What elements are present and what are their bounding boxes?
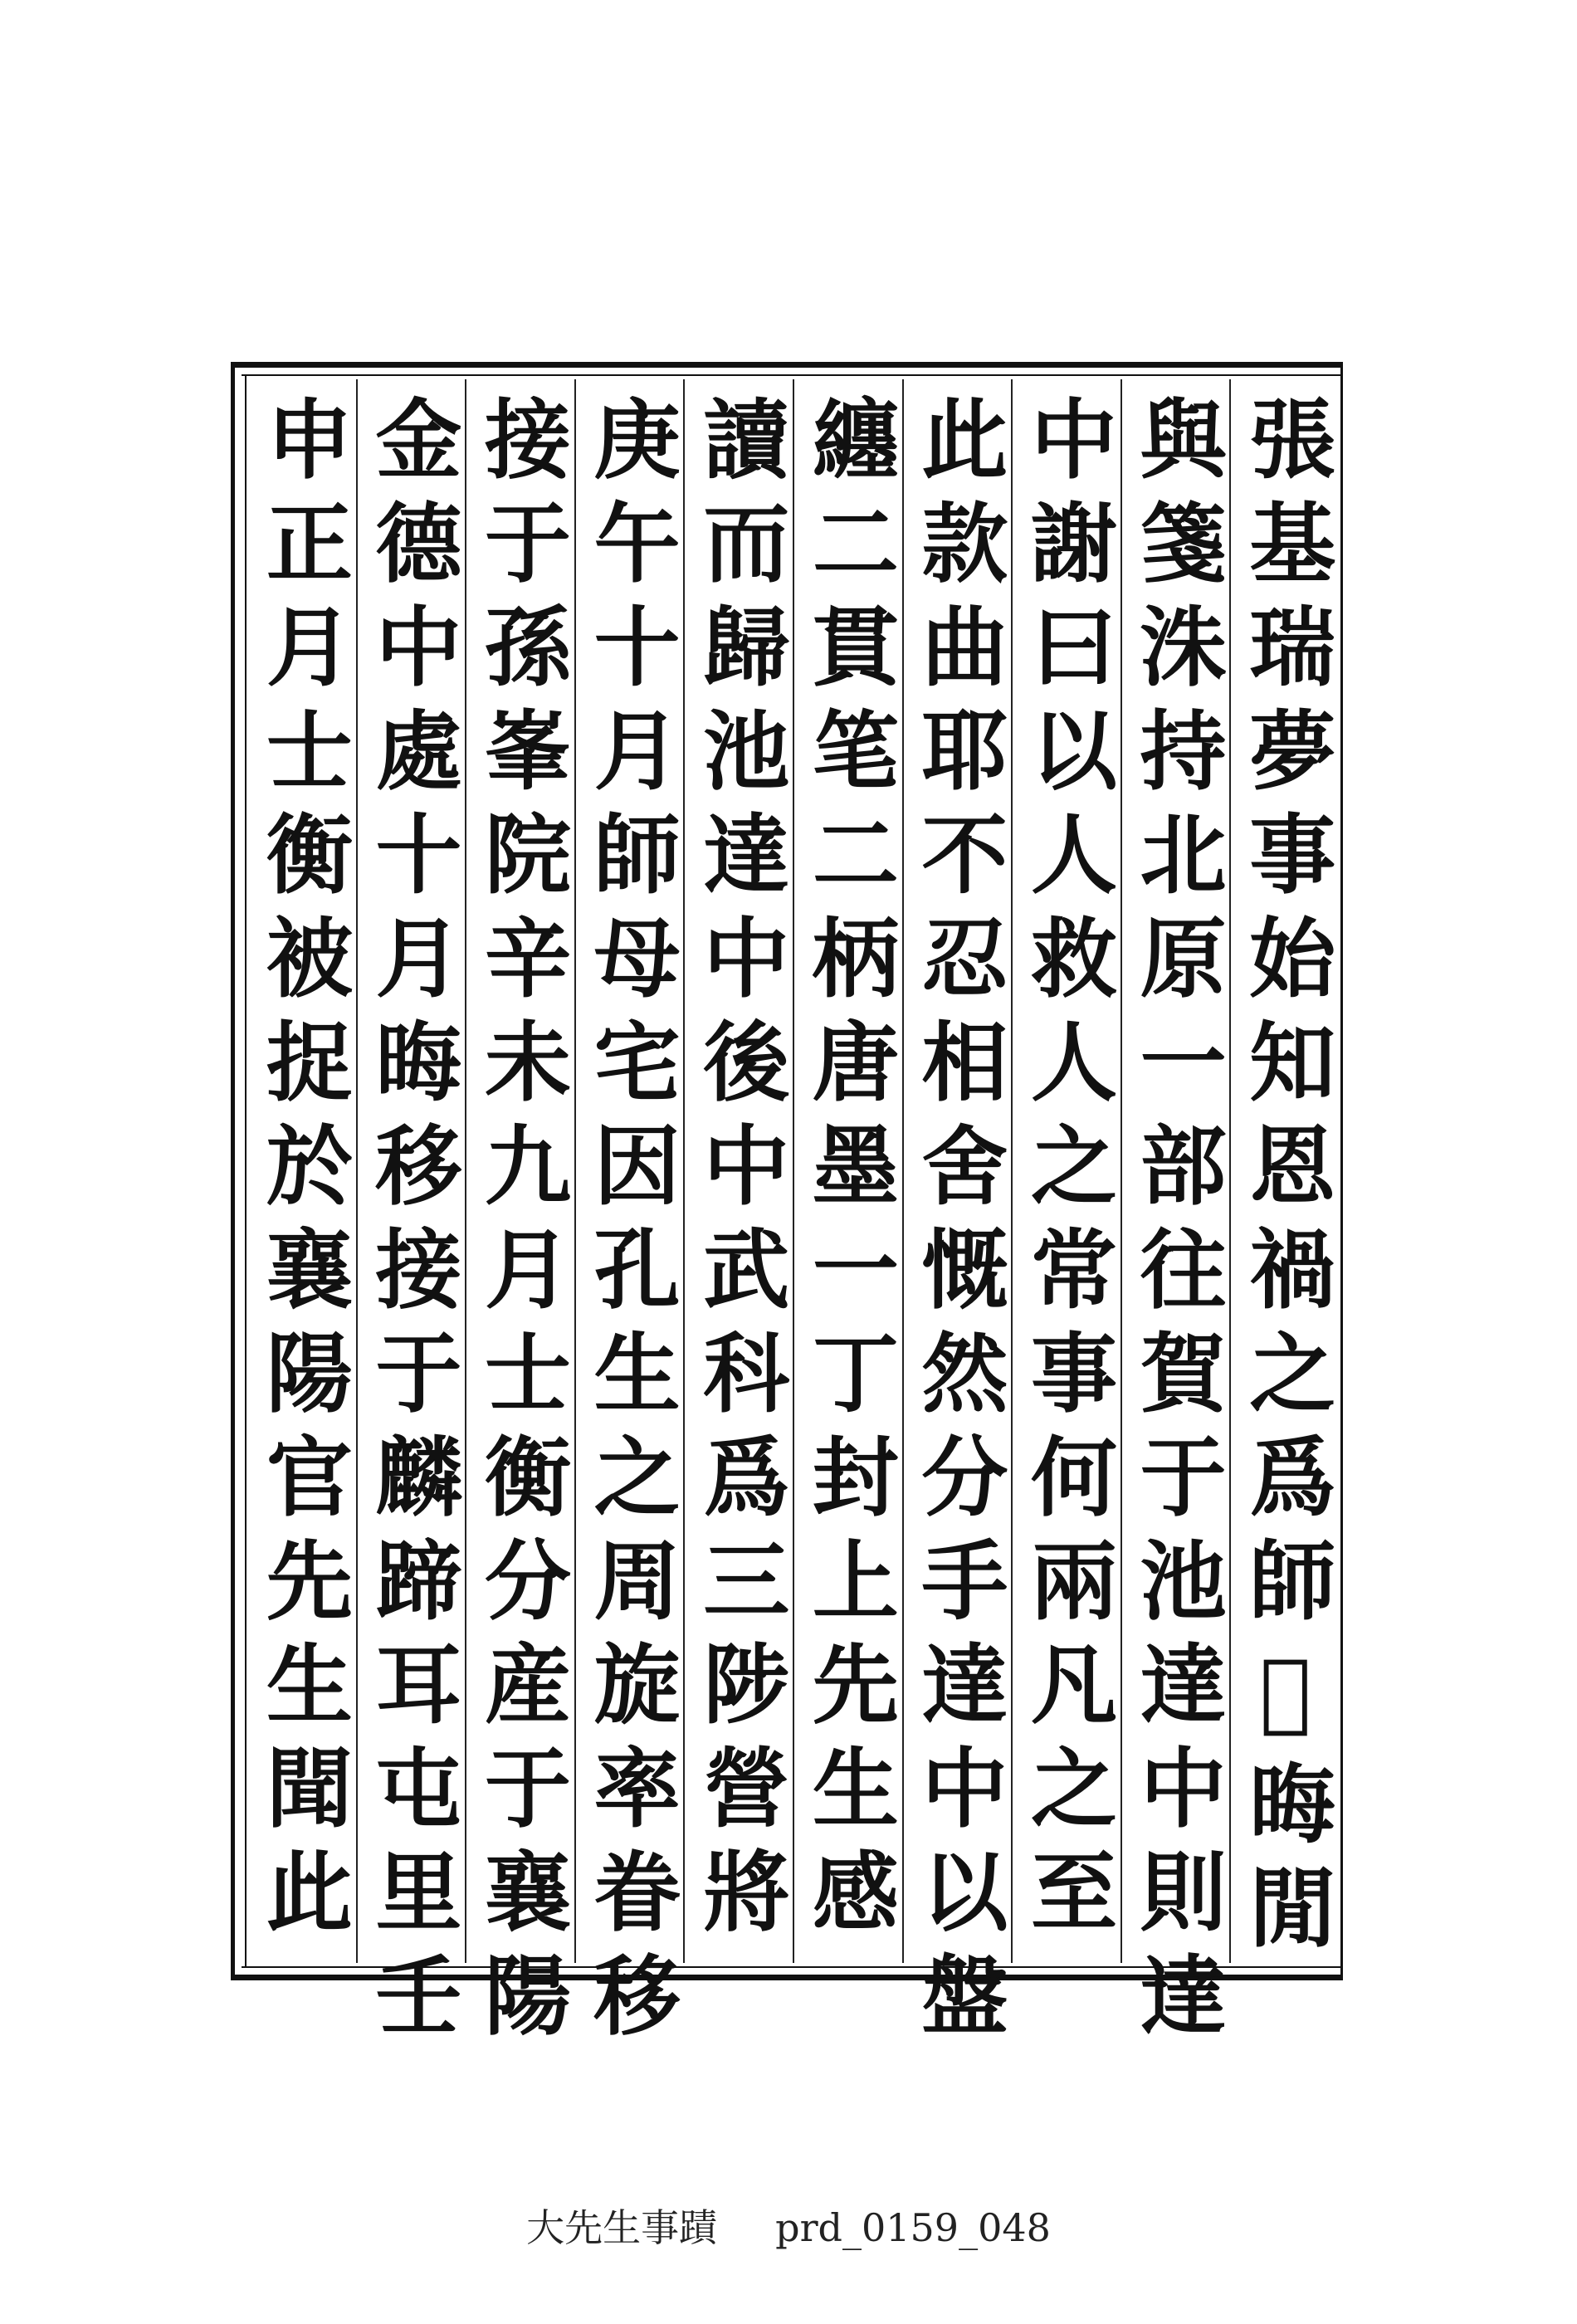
text-column-6 xyxy=(683,379,793,1963)
column-text: 纏二貫笔二柄唐墨一丁封上先生感 xyxy=(797,394,900,1950)
page-footer xyxy=(0,2198,1577,2253)
column-text: 申正月士衡被捉於襄陽官先生聞此 xyxy=(251,394,354,1950)
page-id: prd_0159_048 xyxy=(775,2205,1051,2250)
text-columns xyxy=(248,379,1339,2054)
text-column-4 xyxy=(902,379,1012,2054)
text-column-5 xyxy=(793,379,902,1963)
text-column-10 xyxy=(248,379,356,1963)
frame-inner-line xyxy=(245,374,247,1968)
text-column-8 xyxy=(465,379,574,2054)
column-text: 接于孫峯院辛未九月士衡分産于襄陽 xyxy=(470,394,573,2054)
text-column-2 xyxy=(1120,379,1230,2054)
column-text: 金德中處十月晦移接于麟蹄耳屯里壬 xyxy=(360,394,463,2054)
column-text: 張基瑞夢事始知恩禍之爲師𠡠晦閒 xyxy=(1234,394,1337,1966)
column-text: 庚午十月師母宅因孔生之周旋率眷移 xyxy=(579,394,681,2054)
text-column-1 xyxy=(1229,379,1339,1966)
column-text: 與箋洙持北原一部往賀于池達中則達 xyxy=(1125,394,1228,2054)
column-text: 讀而歸池達中後中武科爲三陟營將 xyxy=(688,394,791,1950)
text-column-3 xyxy=(1011,379,1120,1963)
column-text: 此款曲耶不忍相舍慨然分手達中以盤 xyxy=(906,394,1009,2054)
text-column-7 xyxy=(574,379,684,2054)
column-text: 中謝曰以人救人之常事何兩凡之至 xyxy=(1016,394,1119,1950)
text-frame xyxy=(231,362,1343,2054)
text-column-9 xyxy=(356,379,466,2054)
book-title: 大先生事蹟 xyxy=(526,2205,718,2250)
